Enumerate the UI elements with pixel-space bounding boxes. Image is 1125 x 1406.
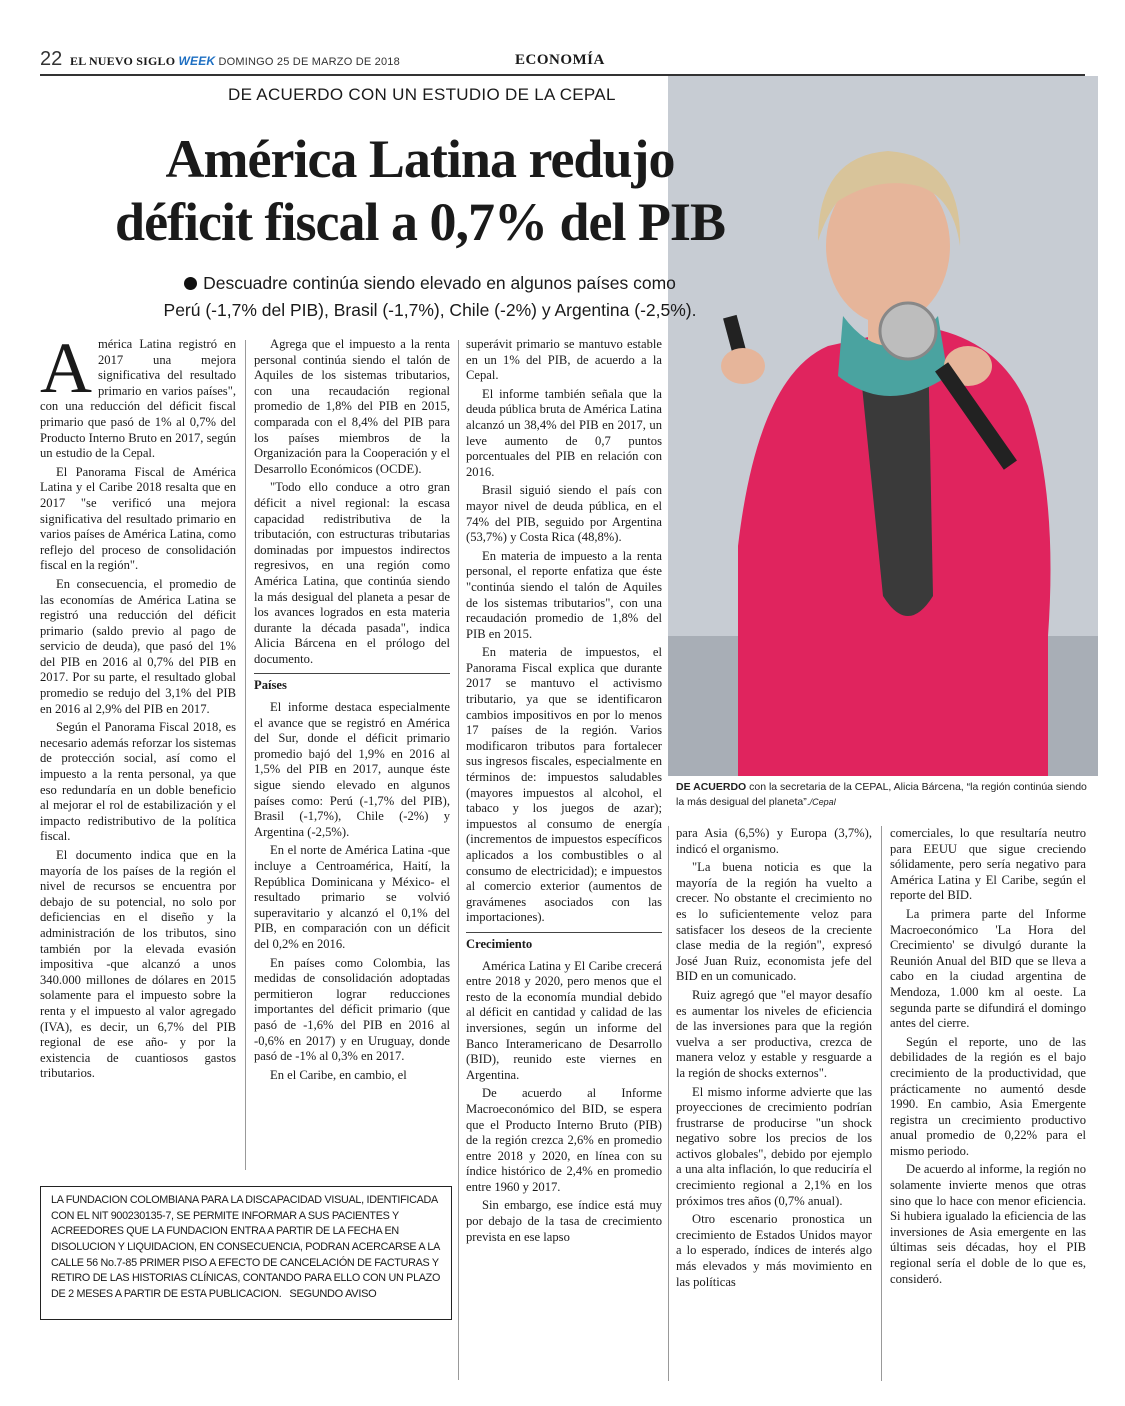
paragraph: Agrega que el impuesto a la renta personal continúa siendo el talón de Aquiles de los sistemas tributarios, con una recaudación regional promedio de 1,8% del PIB en 2015, comparada con el 8,4% del PIB para los países miembros de la Organización para la Cooperación y el Desarrollo Económicos (OCDE). bbox=[254, 337, 450, 476]
article-column-5 bbox=[890, 826, 1086, 1290]
legal-notice-box bbox=[40, 1186, 452, 1320]
page-header bbox=[40, 48, 1090, 74]
issue-date: DOMINGO 25 DE MARZO DE 2018 bbox=[218, 56, 400, 68]
paragraph: superávit primario se mantuvo estable en un 1% del PIB, de acuerdo a la Cepal. bbox=[466, 337, 662, 383]
drop-cap: A bbox=[40, 328, 92, 408]
paragraph: Según el Panorama Fiscal 2018, es necesario además reforzar los sistemas de protección social, así como el impuesto a la renta personal, ya que eso redundaría en un doble beneficio al mejorar el rol de estabilización y el impacto redistributivo de la política fiscal. bbox=[40, 720, 236, 844]
column-divider bbox=[881, 826, 882, 1381]
article-column-3 bbox=[466, 337, 662, 1248]
paragraph: El informe también señala que la deuda pública bruta de América Latina alcanzó un 38,4% del PIB en 2017, un leve aumento de 0,7 puntos porcentuales del PIB en relación con 2016. bbox=[466, 386, 662, 479]
left-hand bbox=[721, 348, 765, 384]
column-divider bbox=[245, 340, 246, 1170]
notice-aviso: SEGUNDO AVISO bbox=[289, 1287, 377, 1300]
caption-lead: DE ACUERDO bbox=[676, 781, 747, 793]
page-number: 22 bbox=[40, 48, 63, 70]
paragraph: En el Caribe, en cambio, el bbox=[270, 1067, 407, 1082]
paragraph: para Asia (6,5%) y Europa (3,7%), indicó el organismo. bbox=[676, 826, 872, 856]
subtitle-paises: Países bbox=[254, 673, 450, 696]
column-divider bbox=[668, 826, 669, 1381]
paragraph: comerciales, lo que resultaría neutro para EEUU que sigue creciendo sólidamente, pero sería negativo para América Latina y El Caribe, según el reporte del BID. bbox=[890, 826, 1086, 903]
column-divider bbox=[458, 340, 459, 1380]
paragraph: En consecuencia, el promedio de las economías de América Latina se registró una reducción del déficit primario (saldo previo al pago de servicio de deuda), que pasó del 1% del PIB en 2016 al 0,7% del PIB en 2017. Por su parte, el resultado global promedio se redujo del 3,1% del PIB en 2016 al 2,9% del PIB en 2017. bbox=[40, 576, 236, 716]
caption-text: con la secretaria de la CEPAL, Alicia Bárcena, “la región continúa siendo la más desigual del planeta”. bbox=[676, 781, 1087, 808]
paragraph: Según el reporte, uno de las debilidades de la región es el bajo crecimiento de la productividad, que prácticamente no aumentó desde 1990. En cambio, Asia Emergente registra un crecimiento productivo anual promedio de 0,22% para el mismo periodo. bbox=[890, 1034, 1086, 1158]
subhead-line: Perú (-1,7% del PIB), Brasil (-1,7%), Chile (-2%) y Argentina (-2,5%). bbox=[163, 300, 697, 320]
edition-name: WEEK bbox=[178, 54, 216, 68]
paragraph: América Latina y El Caribe crecerá entre 2018 y 2020, pero menos que el resto de la economía mundial debido al déficit en cantidad y calidad de las inversiones, según un informe del Banco Interamericano de Desarrollo (BID), reunido este viernes en Argentina. bbox=[466, 958, 662, 1082]
article-column-4 bbox=[676, 826, 872, 1293]
article-subhead bbox=[60, 270, 800, 324]
paragraph: En materia de impuesto a la renta personal, el reporte enfatiza que éste "continúa siendo el talón de Aquiles de los sistemas tributarios", con una recaudación promedio de 1,8% del PIB en 2015. bbox=[466, 548, 662, 641]
paragraph: Ruiz agregó que "el mayor desafío es aumentar los niveles de eficiencia de las inversiones para que la región vuelva a ser productiva, crezca de manera veloz y estable y resguarde a la región de shocks externos". bbox=[676, 987, 872, 1080]
paragraph: "La buena noticia es que la mayoría de la región ha vuelto a crecer. No obstante el crecimiento no es lo suficientemente veloz para satisfacer los deseos de la creciente clase media de la región", expresó José Juan Ruiz, economista jefe del BID en un comunicado. bbox=[676, 860, 872, 984]
photo-credit: /Cepal bbox=[809, 797, 836, 807]
paragraph: América Latina registró en 2017 una mejora significativa del resultado primario en varios países", con una reducción del déficit fiscal primario que pasó de 1% al 0,7% del Producto Interno Bruto en 2017, según un estudio de la Cepal. bbox=[40, 328, 236, 461]
paragraph: El Panorama Fiscal de América Latina y el Caribe 2018 resalta que en 2017 "se verificó una mejora significativa del resultado primario en varios países de América Latina, como reflejo del proceso de consolidación fiscal en la región". bbox=[40, 464, 236, 573]
paragraph: El informe destaca especialmente el avance que se registró en América del Sur, donde el déficit primario promedio bajó del 1,9% en 2016 al 1,5% del PIB en 2017, aunque éste sigue siendo elevado en algunos países como: Perú (-1,7% del PIB), Brasil (-1,7%), Chile (-2%) y Argentina (-2,5%). bbox=[254, 700, 450, 839]
bullet-icon bbox=[184, 277, 197, 290]
headline-line: déficit fiscal a 0,7% del PIB bbox=[115, 192, 725, 252]
paragraph: El documento indica que en la mayoría de los países de la región el nivel de recursos se encuentra por debajo de su potencial, no solo por deficiencias en el diseño y la administración de los tributos, sino también por la elevada evasión impositiva -que alcanzó a unos 340.000 millones de dólares en 2015 solamente para el impuesto sobre la renta y el impuesto al valor agregado (IVA), es decir, un 6,7% del PIB regional de ese año- y por la existencia de cuantiosos gastos tributarios. bbox=[40, 848, 236, 1081]
publication-name: EL NUEVO SIGLO bbox=[70, 54, 176, 68]
paragraph: En materia de impuestos, el Panorama Fiscal explica que durante 2017 se mantuvo el activismo tributario, ya que se identificaron cambios impositivos en por lo menos 17 países de la región. Varios modificaron tributos para fortalecer sus ingresos fiscales, especialmente en términos de: impuestos saludables (mayores impuestos al alcohol, el tabaco y los juegos de azar); impuestos al consumo de energía (incrementos de impuestos específicos aplicados a los combustibles o al consumo de electricidad); e impuestos al comercio exterior (aumentos de gravámenes asociados con las importaciones). bbox=[466, 645, 662, 925]
paragraph: Brasil siguió siendo el país con mayor nivel de deuda pública, en el 74% del PIB, seguido por Argentina (53,7%) y Costa Rica (48,8%). bbox=[466, 483, 662, 545]
paragraph: En países como Colombia, las medidas de consolidación adoptadas permitieron lograr reducciones importantes del déficit primario (que pasó de -1,6% del PIB en 2016 al -0,6% en 2017) y en Uruguay, donde pasó de -1% al 0,3% en 2017. bbox=[254, 955, 450, 1064]
paragraph: De acuerdo al Informe Macroeconómico del BID, se espera que el Producto Interno Bruto (PIB) de la región crezca 2,6% en promedio entre 2018 y 2020, en línea con su índice histórico de 2,4% en promedio entre 1960 y 2017. bbox=[466, 1086, 662, 1194]
paragraph: El mismo informe advierte que las proyecciones de crecimiento podrían frustrarse de producirse "un shock negativo sobre los precios de los activos globales", debido por ejemplo a una alta inflación, lo que reduciría el crecimiento regional a 2,1% en los próximos tres años (0,7% anual). bbox=[676, 1084, 872, 1208]
paragraph: Otro escenario pronostica un crecimiento de Estados Unidos mayor a lo esperado, índices de interés algo más elevados y más movimiento en las políticas bbox=[676, 1212, 872, 1289]
paragraph: En el norte de América Latina -que incluye a Centroamérica, Haití, la República Dominicana y México- el resultado primario se volvió superavitario y alcanzó el 0,1% del PIB, en comparación con un déficit del 0,2% en 2016. bbox=[254, 843, 450, 951]
article-column-1 bbox=[40, 328, 236, 1085]
paragraph: La primera parte del Informe Macroeconómico 'La Hora del Crecimiento' se divulgó durante la Reunión Anual del BID que se lleva a cabo en la ciudad argentina de Mendoza, 1.000 km al oeste. La segunda parte se difundirá el domingo antes del cierre. bbox=[890, 906, 1086, 1031]
paragraph: De acuerdo al informe, la región no solamente invierte menos que otras sino que lo hace con menor eficiencia. Si hubiera igualado la eficiencia de las inversiones de Asia emergente en las últimas seis décadas, hoy el PIB regional sería el doble de lo que es, consideró. bbox=[890, 1162, 1086, 1286]
headline-line: América Latina redujo bbox=[165, 129, 675, 189]
article-headline bbox=[40, 128, 800, 254]
paragraph: "Todo ello conduce a otro gran déficit a nivel regional: la escasa capacidad redistributiva de la tributación, con estructuras tributarias dominadas por impuestos indirectos regresivos, en una región como América Latina, que continúa siendo la más desigual del planeta a pesar de los avances logrados en esta materia durante la década pasada", indica Alicia Bárcena en el prólogo del documento. bbox=[254, 480, 450, 666]
subhead-line: Descuadre continúa siendo elevado en algunos países como bbox=[203, 273, 676, 293]
section-name: ECONOMÍA bbox=[515, 52, 605, 68]
notice-text: LA FUNDACION COLOMBIANA PARA LA DISCAPACIDAD VISUAL, IDENTIFICADA CON EL NIT 900230135-7, SE PERMITE INFORMAR A SUS PACIENTES Y ACREEDORES QUE LA FUNDACION ENTRA A PARTIR DE LA FECHA EN DISOLUCION Y LIQUIDACION, EN CONSECUENCIA, PODRAN ACERCARSE A LA CALLE 56 No.7-85 PRIMER PISO A EFECTO DE CANCELACIÓN DE FACTURAS Y RETIRO DE LAS HISTORIAS CLÍNICAS, CONTANDO PARA ELLO CON UN PLAZO DE 2 MESES A PARTIR DE ESTA PUBLICACION. bbox=[51, 1194, 441, 1300]
masthead bbox=[70, 54, 400, 69]
subtitle-crecimiento: Crecimiento bbox=[466, 932, 662, 955]
microphone-head bbox=[880, 303, 936, 359]
article-column-2 bbox=[254, 337, 450, 1086]
article-kicker: DE ACUERDO CON UN ESTUDIO DE LA CEPAL bbox=[228, 85, 616, 104]
photo-caption bbox=[676, 780, 1096, 810]
paragraph: Sin embargo, ese índice está muy por debajo de la tasa de crecimiento prevista en ese lapso bbox=[466, 1198, 662, 1244]
